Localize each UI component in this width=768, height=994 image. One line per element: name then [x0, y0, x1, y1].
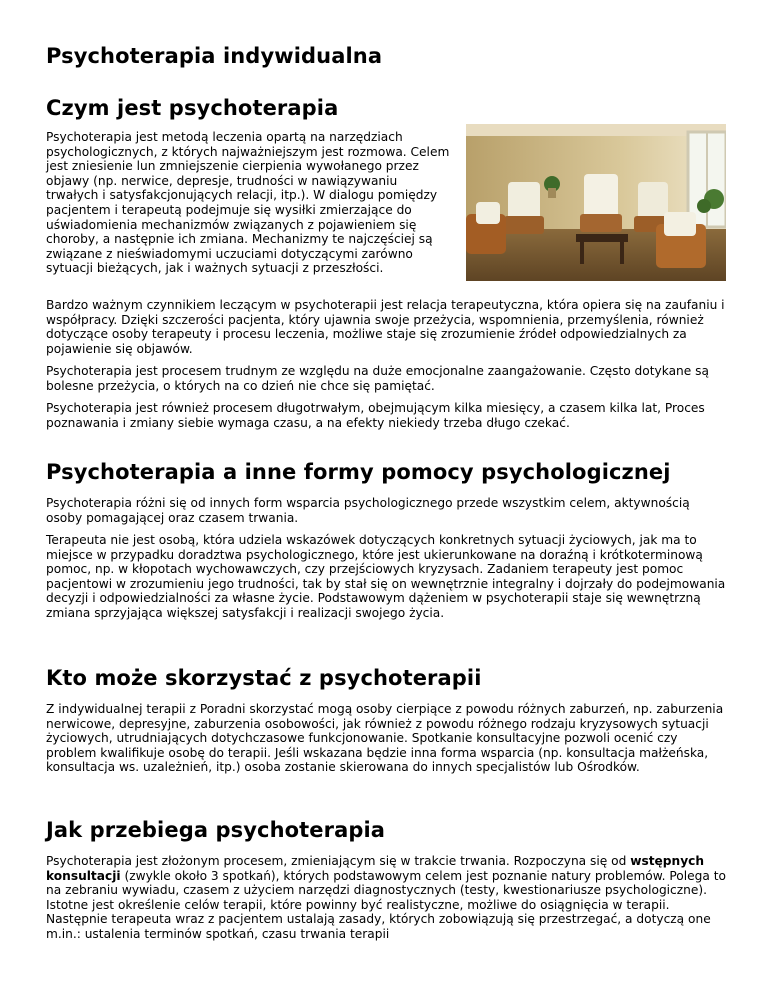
- section-heading-what-is: Czym jest psychoterapia: [46, 96, 339, 120]
- paragraph: Psychoterapia jest metodą leczenia opartą na narzędziach psychologicznych, z których najważniejszym jest rozmowa. Celem jest zniesienie lun zmniejszenie cierpienia wywołanego przez objawy (np. nerwice, depresje, trudności w nawiązywaniu trwałych i satysfakcjonujących relacji, itp.). W dialogu pomiędzy pacjentem i terapeutą podejmuje się wysiłki zmierzające do uświadomienia mechanizmów związanych z pojawieniem się choroby, a następnie ich zmiana. Mechanizmy te najczęściej są związane z nieświadomymi uczuciami dotyczącymi zarówno sytuacji bieżących, jak i ważnych sytuacji z przeszłości.: [46, 130, 450, 276]
- emphasis-text: wstępnych konsultacji: [46, 854, 705, 883]
- paragraph: Psychoterapia różni się od innych form wsparcia psychologicznego przede wszystkim celem, aktywnością osoby pomagającej oraz czasem trwania.: [46, 496, 690, 525]
- paragraph: Psychoterapia jest procesem trudnym ze względu na duże emocjonalne zaangażowanie. Często dotykane są bolesne przeżycia, o których na co dzień nie chce się pamiętać.: [46, 364, 709, 393]
- paragraph: [46, 854, 726, 942]
- section-heading-who-can: Kto może skorzystać z psychoterapii: [46, 666, 482, 690]
- paragraph: Z indywidualnej terapii z Poradni skorzystać mogą osoby cierpiące z powodu różnych zaburzeń, np. zaburzenia nerwicowe, depresyjne, zaburzenia osobowości, jak również z powodu różnego rodzaju kryzysowych sytuacji życiowych, utrudniających dotychczasowe funkcjonowanie. Spotkanie konsultacyjne pozwoli ocenić czy problem kwalifikuje osobę do terapii. Jeśli wskazana będzie inna forma wsparcia (np. konsultacja małżeńska, konsultacja ws. uzależnień, itp.) osoba zostanie skierowana do innych specjalistów lub Ośrodków.: [46, 702, 724, 775]
- paragraph-text: Psychoterapia jest złożonym procesem, zmieniającym się w trakcie trwania. Rozpoczyna się od: [46, 854, 631, 868]
- page-title: Psychoterapia indywidualna: [46, 44, 383, 68]
- paragraph: Psychoterapia jest również procesem długotrwałym, obejmującym kilka miesięcy, a czasem kilka lat, Proces poznawania i zmiany siebie wymaga czasu, a na efekty niekiedy trzeba długo czekać.: [46, 401, 705, 430]
- paragraph: Terapeuta nie jest osobą, która udziela wskazówek dotyczących konkretnych sytuacji życiowych, jak ma to miejsce w przypadku doradztwa psychologicznego, które jest ukierunkowane na doraźną i krótkoterminową pomoc, np. w kłopotach wychowawczych, czy przejściowych kryzysach. Zadaniem terapeuty jest pomoc pacjentowi w zrozumieniu jego trudności, tak by stał się on wewnętrznie integralny i dojrzały do podejmowania decyzji i odpowiedzialności za własne życie. Podstawowym dążeniem w psychoterapii staje się wewnętrzną zmiana sprzyjająca większej satysfakcji i realizacji swojego życia.: [46, 533, 726, 620]
- section-heading-how-it-works: Jak przebiega psychoterapia: [46, 818, 386, 842]
- therapy-room-photo: [466, 124, 726, 281]
- paragraph: Bardzo ważnym czynnikiem leczącym w psychoterapii jest relacja terapeutyczna, która opiera się na zaufaniu i współpracy. Dzięki szczerości pacjenta, który ujawnia swoje przeżycia, wspomnienia, przemyślenia, również dotyczące osoby terapeuty i procesu leczenia, możliwe staje się zrozumienie źródeł odpowiedzialnych za pojawienie się objawów.: [46, 298, 725, 356]
- section-heading-other-forms: Psychoterapia a inne formy pomocy psychologicznej: [46, 460, 671, 484]
- paragraph-text: (zwykle około 3 spotkań), których podstawowym celem jest poznanie natury problemów. Polega to na zebraniu wywiadu, czasem z użyciem narzędzi diagnostycznych (testy, kwestionariusze psychologiczne). Istotne jest określenie celów terapii, które powinny być realistyczne, możliwe do osiągnięcia w terapii. Następnie terapeuta wraz z pacjentem ustalają zasady, których zobowiązują się przestrzegać, a dotyczą one m.in.: ustalenia terminów spotkań, czasu trwania terapii: [46, 868, 726, 941]
